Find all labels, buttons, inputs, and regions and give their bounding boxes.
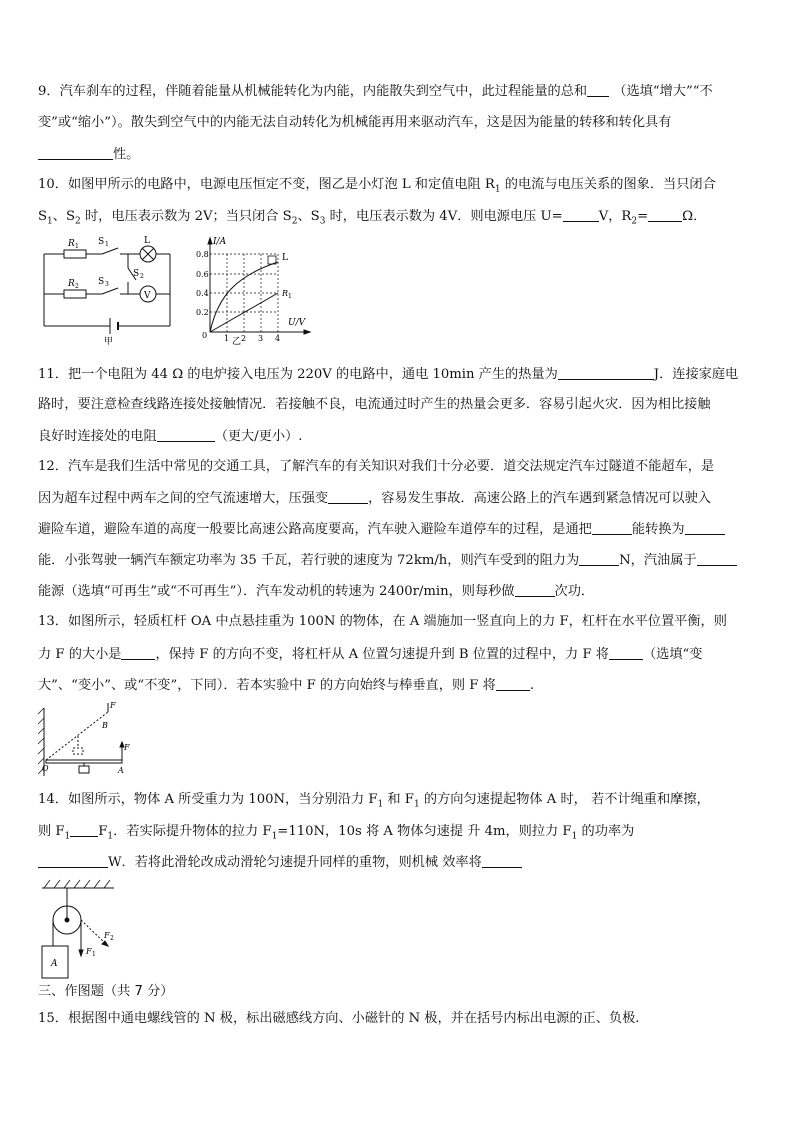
curve-l <box>210 262 278 332</box>
curve-r1-label: R <box>282 289 289 298</box>
x-tick: 2 <box>241 334 247 343</box>
pulley-axle <box>65 918 69 922</box>
q14-blank-power[interactable] <box>38 853 108 868</box>
q13-blank-force[interactable] <box>121 645 155 660</box>
ceiling-hatch <box>104 880 110 888</box>
label-s3: S <box>98 277 105 287</box>
q15-line-1: 15．根据图中通电螺线管的 N 极，标出磁感线方向、小磁针的 N 极，并在括号内标出电源的正、负极. <box>38 1011 640 1026</box>
iu-graph-svg <box>196 234 316 346</box>
q12-text: 能转换为 <box>631 522 685 537</box>
q13-line-2 <box>38 645 758 664</box>
y-tick: 0.4 <box>196 289 209 298</box>
pulley-svg <box>38 876 128 984</box>
label-s1-sub: 1 <box>105 241 109 248</box>
switch-s1 <box>102 248 118 254</box>
caption-jia: 甲 <box>104 337 114 346</box>
q11-text: （更大/更小）. <box>214 429 303 444</box>
q13-line-3 <box>38 676 758 695</box>
q14-blank-compare[interactable] <box>70 822 98 837</box>
label-b: B <box>102 721 108 730</box>
q9-line-1 <box>38 82 758 101</box>
label-r2-sub: 2 <box>75 283 79 290</box>
q12-blank-energy-to[interactable] <box>685 520 725 535</box>
q9-text: （选填“增大”“不 <box>613 84 713 99</box>
wall-hatch <box>38 738 44 744</box>
q14-text: W．若将此滑轮改成动滑轮匀速提升同样的重物，则机械 效率将 <box>108 855 482 870</box>
q10-sub: 3 <box>319 216 326 227</box>
ceiling-hatch <box>54 880 60 888</box>
f2-arrow <box>102 941 108 946</box>
q14-text: 和 F <box>383 792 414 807</box>
q12-line-4 <box>38 551 758 570</box>
q12-line-1: 12．汽车是我们生活中常见的交通工具，了解汽车的有关知识对我们十分必要．道交法规定汽车过隧道不能超车，是 <box>38 459 715 474</box>
circuit-svg <box>38 234 198 346</box>
curve-r1-label-sub: 1 <box>288 293 292 300</box>
q12-text: 能源（选填“可再生”或“不可再生”）．汽车发动机的转速为 2400r/min，则每秒做 <box>38 584 515 599</box>
lever-diagram <box>38 700 138 778</box>
q12-line-3 <box>38 520 758 539</box>
x-tick: 1 <box>224 334 230 343</box>
q13-line-1: 13．如图所示，轻质杠杆 OA 中点悬挂重为 100N 的物体，在 A 端施加一竖直向上的力 F，杠杆在水平位置平衡，则 <box>38 614 727 629</box>
label-s1: S <box>98 237 105 247</box>
ceiling-hatch <box>84 880 90 888</box>
resistor-r1 <box>64 250 86 258</box>
label-block-a: A <box>51 959 58 969</box>
wall-hatch <box>38 728 44 734</box>
q12-blank-energy-from[interactable] <box>592 520 632 535</box>
switch-s3 <box>102 288 118 294</box>
q10-text: S <box>38 209 48 224</box>
q11-text: 11．把一个电阻为 44 Ω 的电炉接入电压为 220V 的电路中，通电 10min 产生的热量为 <box>38 367 558 382</box>
q14-sub: 1 <box>571 831 578 842</box>
q12-blank-work-count[interactable] <box>515 582 555 597</box>
q14-text: =110N，10s 将 A 物体匀速提 升 4m，则拉力 F <box>277 824 572 839</box>
q9-blank-2[interactable] <box>38 145 113 160</box>
q12-line-5 <box>38 582 758 601</box>
q14-text: 的功率为 <box>577 824 635 839</box>
q10-blank-resistance[interactable] <box>648 207 682 222</box>
x-tick: 3 <box>258 334 264 343</box>
q9-blank-1[interactable] <box>587 82 609 97</box>
q14-line-2 <box>38 822 758 846</box>
y-axis-arrow <box>208 238 212 244</box>
q12-blank-resistance-force[interactable] <box>579 551 619 566</box>
y-tick: 0.2 <box>196 308 209 317</box>
q13-blank-change-2[interactable] <box>496 676 530 691</box>
ceiling-hatch <box>94 880 100 888</box>
q14-line-1 <box>38 791 758 814</box>
q12-line-2 <box>38 489 758 508</box>
q14-sub: 1 <box>271 831 278 842</box>
q14-sub: 1 <box>377 799 384 810</box>
q11-line-3 <box>38 427 758 446</box>
wall-hatch <box>38 718 44 724</box>
q11-text: 良好时连接处的电阻 <box>38 429 157 444</box>
q10-text: 时，电压表示数为 2V；当只闭合 S <box>80 209 292 224</box>
q9-line-3 <box>38 145 758 164</box>
iu-graph <box>196 234 316 346</box>
q14-text: 的方向匀速提起物体 A 时， 若不计绳重和摩擦， <box>419 792 710 807</box>
q10-sub: 1 <box>47 216 53 227</box>
origin-label: 0 <box>202 331 208 340</box>
q11-blank-heat[interactable] <box>558 365 654 380</box>
label-lamp: L <box>144 236 150 246</box>
q14-line-3 <box>38 853 758 872</box>
label-r1-sub: 1 <box>75 243 79 250</box>
wall-hatch <box>38 708 44 714</box>
label-o: O <box>42 764 49 773</box>
q14-sub: 1 <box>64 831 71 842</box>
q14-text: 则 F <box>38 824 65 839</box>
label-f2-sub: 2 <box>110 935 114 942</box>
q10-blank-voltage[interactable] <box>563 207 599 222</box>
q14-blank-efficiency[interactable] <box>482 853 522 868</box>
label-f-raised: F <box>110 701 116 710</box>
label-f1: F <box>86 947 92 956</box>
q12-blank-energy-type[interactable] <box>697 551 737 566</box>
label-a: A <box>118 766 124 775</box>
q10-text: Ω． <box>682 209 707 224</box>
q10-text: 、S <box>297 209 320 224</box>
q9-text: 9．汽车刹车的过程，伴随着能量从机械能转化为内能，内能散失到空气中，此过程能量的总和 <box>38 84 588 99</box>
lever-raised <box>46 712 108 760</box>
circuit-diagram <box>38 234 198 346</box>
q11-blank-resistance[interactable] <box>157 427 215 442</box>
label-f: F <box>124 743 130 752</box>
x-axis-arrow <box>304 330 310 334</box>
y-tick: 0.8 <box>196 250 209 259</box>
q12-text: 次功． <box>554 584 595 599</box>
label-s2-sub: 2 <box>140 273 144 280</box>
dashed-weight <box>73 748 83 754</box>
resistor-r2 <box>64 290 86 298</box>
y-tick: 0.6 <box>196 270 209 279</box>
q12-text: 因为超车过程中两车之间的空气流速增大，压强变 <box>38 491 329 506</box>
q12-text: 避险车道，避险车道的高度一般要比高速公路高度要高，汽车驶入避险车道停车的过程，是通把 <box>38 522 592 537</box>
label-voltmeter: V <box>144 291 151 301</box>
q10-text: 10．如图甲所示的电路中，电源电压恒定不变，图乙是小灯泡 L 和定值电阻 R <box>38 177 495 192</box>
q13-text: 力 F 的大小是 <box>38 647 122 662</box>
y-axis-label: I/A <box>213 237 227 247</box>
q10-line-1 <box>38 176 758 199</box>
q10-sub: 2 <box>631 216 638 227</box>
rope-f2 <box>81 920 106 944</box>
q12-text: 能．小张驾驶一辆汽车额定功率为 35 千瓦，若行驶的速度为 72km/h，则汽车受到的阻力为 <box>38 553 580 568</box>
q10-line-2 <box>38 207 758 231</box>
label-f2: F <box>104 931 110 940</box>
ceiling-hatch <box>64 880 70 888</box>
x-axis-label: U/V <box>288 318 306 328</box>
q10-sub: 1 <box>494 184 501 195</box>
label-s3-sub: 3 <box>105 281 109 288</box>
q12-text: ，容易发生事故．高速公路上的汽车遇到紧急情况可以驶入 <box>368 491 711 506</box>
lever-svg <box>38 700 138 778</box>
q13-text: . <box>529 678 535 693</box>
q11-text: J．连接家庭电 <box>653 367 739 382</box>
q13-text: ，保持 F 的方向不变，将杠杆从 A 位置匀速提升到 B 位置的过程中，力 F 将 <box>155 647 609 662</box>
q10-text: 、S <box>52 209 76 224</box>
caption-yi: 乙 <box>232 337 242 346</box>
q14-sub: 1 <box>413 799 420 810</box>
q11-line-2: 路时，要注意检查线路连接处接触情况．若接触不良，电流通过时产生的热量会更多．容易引起火灾．因为相比接触 <box>38 397 711 412</box>
pulley-diagram <box>38 876 128 984</box>
lever-horizontal <box>46 760 122 763</box>
q14-text: ．若实际提升物体的拉力 F <box>113 824 272 839</box>
ceiling-hatch <box>44 880 50 888</box>
q10-text: V，R <box>598 209 632 224</box>
ceiling-hatch <box>74 880 80 888</box>
x-tick: 4 <box>275 334 281 343</box>
q9-line-2: 变”或“缩小”）。散失到空气中的内能无法自动转化为机械能再用来驱动汽车，这是因为能量的转移和转化具有 <box>38 115 672 130</box>
q13-text: 大”、“变小”、或“不变”，下同）．若本实验中 F 的方向始终与棒垂直，则 F 将 <box>38 678 496 693</box>
q14-sub: 1 <box>107 831 114 842</box>
wall-hatch <box>38 748 44 754</box>
q10-text: 的电流与电压关系的图象．当只闭合 <box>500 177 716 192</box>
q12-blank-pressure[interactable] <box>328 489 368 504</box>
q10-text: 时，电压表示数为 4V．则电源电压 U= <box>325 209 563 224</box>
label-r2: R <box>68 279 75 289</box>
q14-text: F <box>98 824 108 839</box>
label-f1-sub: 1 <box>92 951 96 958</box>
curve-l-label: L <box>282 253 288 263</box>
q13-blank-change-1[interactable] <box>609 645 643 660</box>
q10-text: = <box>637 209 649 224</box>
q12-text: N，汽油属于 <box>619 553 697 568</box>
label-s2: S <box>133 269 140 279</box>
q11-line-1 <box>38 365 758 384</box>
section-title: 三、作图题（共 7 分） <box>38 984 174 999</box>
label-r1: R <box>68 239 75 249</box>
q10-sub: 2 <box>75 216 81 227</box>
q9-text: 性。 <box>113 147 140 162</box>
q14-text: 14．如图所示，物体 A 所受重力为 100N，当分别沿力 F <box>38 792 378 807</box>
hanging-weight <box>79 766 89 773</box>
q13-text: （选填“变 <box>642 647 703 662</box>
f1-arrow <box>79 950 83 956</box>
q10-sub: 2 <box>291 216 298 227</box>
